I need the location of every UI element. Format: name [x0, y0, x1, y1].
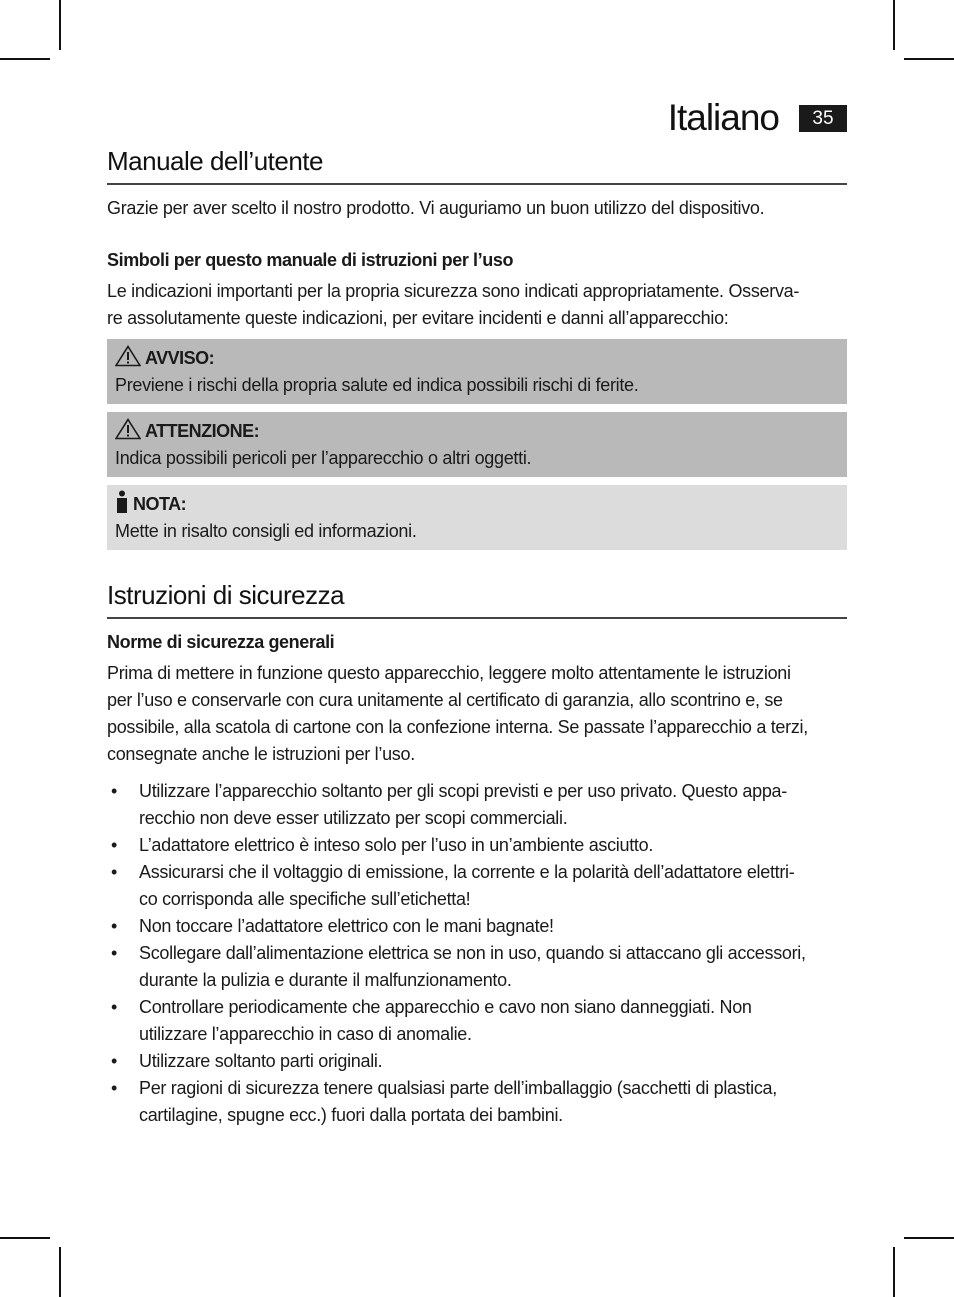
list-item [107, 940, 847, 994]
page-number: 35 [799, 105, 847, 132]
list-item [107, 913, 847, 940]
bullet-icon: • [111, 1078, 118, 1098]
notice-label: NOTA: [133, 494, 187, 514]
warning-triangle-icon [115, 418, 141, 445]
bullet-line: Utilizzare soltanto parti originali. [139, 1051, 383, 1071]
notices [107, 339, 847, 550]
bullet-line: cartilagine, spugne ecc.) fuori dalla portata dei bambini. [139, 1105, 563, 1125]
crop-mark [904, 1237, 954, 1239]
crop-mark [893, 1247, 895, 1297]
bullet-line: co corrisponda alle specifiche sull’etichetta! [139, 889, 471, 909]
general-heading: Norme di sicurezza generali [107, 632, 335, 652]
bullet-icon: • [111, 835, 118, 855]
bullet-line: Controllare periodicamente che apparecchio e cavo non siano danneggiati. Non [139, 997, 752, 1017]
bullet-icon: • [111, 943, 118, 963]
info-icon [115, 490, 129, 519]
crop-mark [0, 58, 50, 60]
bullet-line: Non toccare l’adattatore elettrico con le mani bagnate! [139, 916, 554, 936]
page-content [107, 92, 847, 1129]
notice-text: Previene i rischi della propria salute ed indica possibili rischi di ferite. [115, 375, 639, 395]
crop-mark [59, 1247, 61, 1297]
list-item [107, 1075, 847, 1129]
notice-label: ATTENZIONE: [145, 421, 260, 441]
bullet-icon: • [111, 862, 118, 882]
warning-triangle-icon [115, 345, 141, 372]
bullet-line: L’adattatore elettrico è inteso solo per l’uso in un’ambiente asciutto. [139, 835, 654, 855]
language-title: Italiano [667, 97, 779, 138]
bullet-line: Utilizzare l’apparecchio soltanto per gli scopi previsti e per uso privato. Questo appa- [139, 781, 787, 801]
notice-avviso [107, 339, 847, 404]
list-item [107, 994, 847, 1048]
symbols-text-line: re assolutamente queste indicazioni, per evitare incidenti e danni all’apparecchio: [107, 308, 729, 328]
list-item [107, 832, 847, 859]
notice-label: AVVISO: [145, 348, 215, 368]
crop-mark [893, 0, 895, 50]
bullet-line: Per ragioni di sicurezza tenere qualsiasi parte dell’imballaggio (sacchetti di plastica, [139, 1078, 777, 1098]
page-header [107, 92, 847, 144]
crop-mark [0, 1237, 50, 1239]
list-item [107, 859, 847, 913]
general-text-line: possibile, alla scatola di cartone con la confezione interna. Se passate l’apparecchio a terzi, [107, 717, 808, 737]
bullet-line: utilizzare l’apparecchio in caso di anomalie. [139, 1024, 472, 1044]
bullet-line: durante la pulizia e durante il malfunzionamento. [139, 970, 512, 990]
general-text-line: consegnate anche le istruzioni per l’uso. [107, 744, 415, 764]
symbols-heading: Simboli per questo manuale di istruzioni per l’uso [107, 250, 514, 270]
bullet-line: recchio non deve esser utilizzato per scopi commerciali. [139, 808, 568, 828]
general-text-line: per l’uso e conservarle con cura unitamente al certificato di garanzia, allo scontrino e, se [107, 690, 783, 710]
symbols-text-line: Le indicazioni importanti per la propria sicurezza sono indicati appropriatamente. Osserva- [107, 281, 800, 301]
intro-text: Grazie per aver scelto il nostro prodotto. Vi auguriamo un buon utilizzo del dispositivo. [107, 198, 765, 218]
list-item [107, 1048, 847, 1075]
list-item [107, 778, 847, 832]
notice-nota [107, 485, 847, 550]
bullet-icon: • [111, 781, 118, 801]
notice-attenzione [107, 412, 847, 477]
notice-text: Indica possibili pericoli per l’apparecchio o altri oggetti. [115, 448, 532, 468]
notice-text: Mette in risalto consigli ed informazioni. [115, 521, 417, 541]
crop-mark [904, 58, 954, 60]
bullet-icon: • [111, 1051, 118, 1071]
crop-mark [59, 0, 61, 50]
safety-bullet-list [107, 778, 847, 1129]
manual-title: Manuale dell’utente [107, 146, 847, 185]
bullet-icon: • [111, 916, 118, 936]
safety-title: Istruzioni di sicurezza [107, 580, 847, 619]
bullet-line: Scollegare dall’alimentazione elettrica se non in uso, quando si attaccano gli accessori, [139, 943, 806, 963]
bullet-line: Assicurarsi che il voltaggio di emissione, la corrente e la polarità dell’adattatore elettri- [139, 862, 795, 882]
general-text-line: Prima di mettere in funzione questo apparecchio, leggere molto attentamente le istruzioni [107, 663, 791, 683]
bullet-icon: • [111, 997, 118, 1017]
